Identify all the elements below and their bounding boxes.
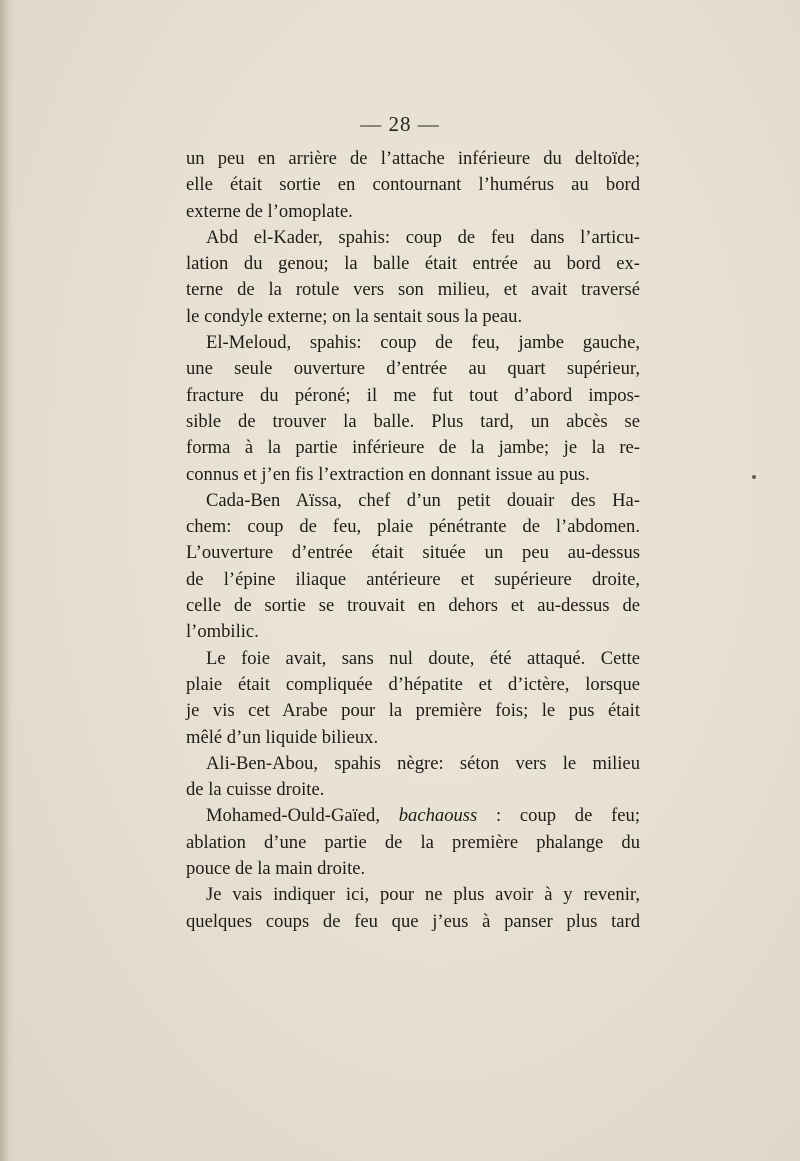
- text-line: ablation d’une partie de la première phalange du: [186, 831, 640, 853]
- page-binding-edge: [0, 0, 14, 1161]
- text-line: l’ombilic.: [186, 621, 259, 643]
- text-line: quelques coups de feu que j’eus à panser plus tard: [186, 910, 640, 932]
- text-line: sible de trouver la balle. Plus tard, un abcès se: [186, 410, 640, 432]
- text-line: Abd el-Kader, spahis: coup de feu dans l’articu-: [206, 226, 640, 248]
- text-line: El-Meloud, spahis: coup de feu, jambe gauche,: [206, 332, 640, 354]
- text-line: connus et j’en fis l’extraction en donnant issue au pus.: [186, 463, 590, 485]
- text-line: pouce de la main droite.: [186, 858, 366, 880]
- text-line-segment: : coup de feu;: [477, 805, 640, 827]
- text-line: de l’épine iliaque antérieure et supérieure droite,: [186, 568, 640, 590]
- page-number: — 28 —: [360, 112, 440, 136]
- text-line: Le foie avait, sans nul doute, été attaqué. Cette: [206, 647, 640, 669]
- text-line: une seule ouverture d’entrée au quart supérieur,: [186, 358, 640, 380]
- text-line: chem: coup de feu, plaie pénétrante de l’abdomen.: [186, 516, 640, 538]
- italic-term: bachaouss: [398, 805, 478, 827]
- text-line: un peu en arrière de l’attache inférieure du deltoïde;: [186, 148, 640, 169]
- paper-speck: [752, 475, 756, 479]
- text-line: Ali-Ben-Abou, spahis nègre: séton vers le milieu: [206, 752, 640, 774]
- text-line-segment: Mohamed-Ould-Gaïed,: [206, 805, 399, 827]
- body-text: [186, 146, 640, 935]
- text-line: lation du genou; la balle était entrée au bord ex-: [186, 253, 640, 275]
- text-line: plaie était compliquée d’hépatite et d’ictère, lorsque: [186, 673, 640, 695]
- text-line: Je vais indiquer ici, pour ne plus avoir à y revenir,: [206, 884, 640, 906]
- text-line: de la cuisse droite.: [186, 779, 325, 801]
- text-line: Cada-Ben Aïssa, chef d’un petit douair des Ha-: [206, 489, 640, 511]
- text-line: mêlé d’un liquide bilieux.: [186, 726, 379, 748]
- text-line: forma à la partie inférieure de la jambe; je la re-: [186, 437, 640, 459]
- text-line: externe de l’omoplate.: [186, 200, 353, 222]
- text-line: terne de la rotule vers son milieu, et avait traversé: [186, 279, 640, 301]
- text-line: fracture du péroné; il me fut tout d’abord impos-: [186, 384, 640, 406]
- text-line: L’ouverture d’entrée était située un peu au-dessus: [186, 542, 640, 564]
- text-line: elle était sortie en contournant l’humérus au bord: [186, 174, 640, 196]
- text-line: le condyle externe; on la sentait sous la peau.: [186, 305, 523, 327]
- text-line: [186, 803, 640, 829]
- text-line: celle de sortie se trouvait en dehors et au-dessus de: [186, 595, 640, 617]
- text-line: je vis cet Arabe pour la première fois; le pus était: [186, 700, 640, 722]
